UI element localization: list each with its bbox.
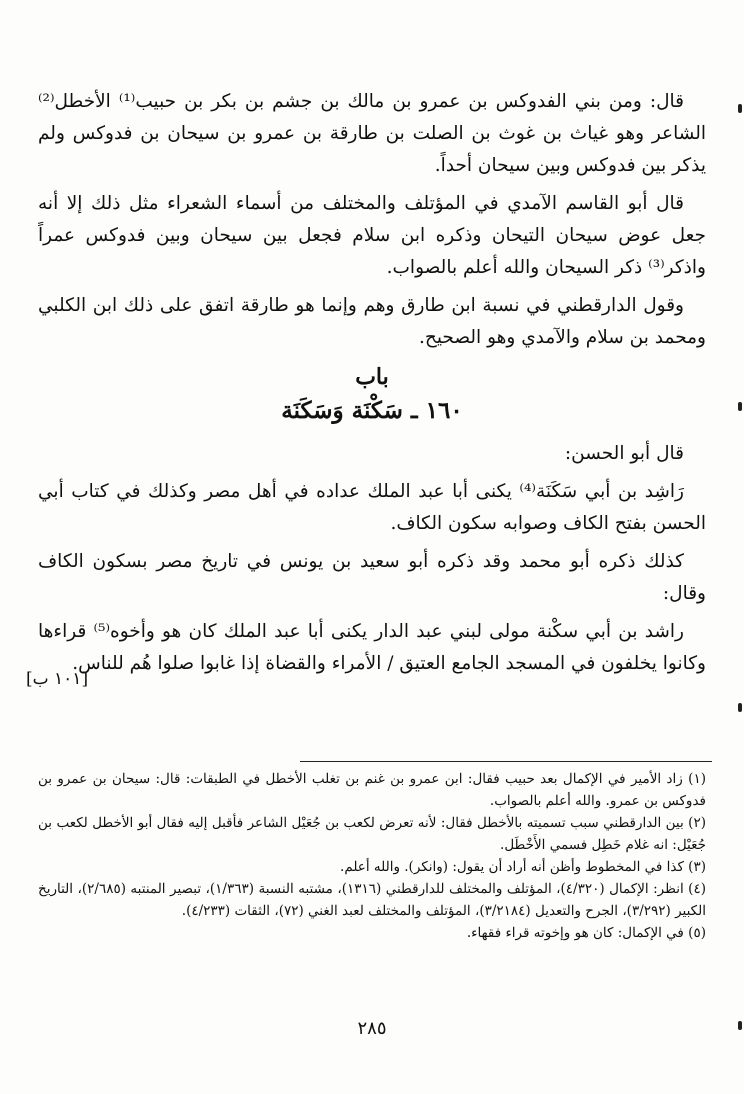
paragraph-6: كذلك ذكره أبو محمد وقد ذكره أبو سعيد بن يونس في تاريخ مصر بسكون الكاف وقال: — [38, 551, 706, 604]
paragraph-1: قال: ومن بني الفدوكس بن عمرو بن مالك بن جشم بن بكر بن حبيب⁽¹⁾ الأخطل⁽²⁾ الشاعر وهو غياث بن غوث بن الصلت بن طارقة بن عمرو بن سيحان بن فدوكس ولم يذكر بين فدوكس وبين سيحان أحداً. — [38, 91, 706, 176]
footnote-5: (٥) في الإكمال: كان هو وإخوته قراء فقهاء. — [466, 925, 706, 941]
chapter-label: باب — [355, 364, 389, 390]
paragraph-7: راشد بن أبي سكْنة مولى لبني عبد الدار يكنى أبا عبد الملك كان هو وأخوه⁽⁵⁾ قراءها وكانوا يخلفون في المسجد الجامع العتيق / الأمراء والقضاة إذا غابوا صلوا هُم للناس. — [38, 621, 706, 674]
edge-mark — [738, 104, 742, 113]
edge-mark — [738, 1021, 742, 1030]
paragraph-4: قال أبو الحسن: — [564, 443, 684, 464]
chapter-title: ١٦٠ ـ سَكْنَة وَسَكَنَة — [281, 397, 463, 424]
footnote-divider — [300, 761, 712, 762]
main-text — [38, 86, 706, 686]
footnote-4: (٤) انظر: الإكمال (٤/٣٢٠)، المؤتلف والمختلف للدارقطني (١٣١٦)، مشتبه النسبة (١/٣٦٣)، تبصير المنتبه (٢/٦٨٥)، التاريخ الكبير (٣/٢٩٢)، الجرح والتعديل (٣/٢١٨٤)، المؤتلف والمختلف لعبد الغني (٧٢)، الثقات (٤/٢٣٣). — [38, 881, 706, 919]
margin-folio-reference: [١٠١ ب] — [26, 669, 89, 689]
paragraph-5: رَاشِد بن أبي سَكَنَة⁽⁴⁾ يكنى أبا عبد الملك عداده في أهل مصر وكذلك في كتاب أبي الحسن بفتح الكاف وصوابه سكون الكاف. — [38, 481, 706, 534]
page-number: ٢٨٥ — [357, 1018, 387, 1039]
paragraph-3: وقول الدارقطني في نسبة ابن طارق وهم وإنما هو طارقة اتفق على ذلك ابن الكلبي ومحمد بن سلام والآمدي وهو الصحيح. — [38, 295, 706, 348]
footnotes — [38, 768, 706, 944]
footnote-3: (٣) كذا في المخطوط وأظن أنه أراد أن يقول: (وانكر). والله أعلم. — [340, 859, 706, 875]
edge-mark — [738, 703, 742, 712]
paragraph-2: قال أبو القاسم الآمدي في المؤتلف والمختلف من أسماء الشعراء مثل ذلك إلا أنه جعل عوض سيحان التيحان وذكره ابن سلام فجعل بين سيحان وبين فدوكس عمراً واذكر⁽³⁾ ذكر السيحان والله أعلم بالصواب. — [38, 193, 706, 278]
footnote-2: (٢) بين الدارقطني سبب تسميته بالأخطل فقال: لأنه تعرض لكعب بن جُعَيْل الشاعر فأقبل إليه فقال أبو الأخطل لكعب بن جُعَيْل: انه غلام خَطِل فسمي الأَخْطَل. — [38, 815, 706, 853]
edge-mark — [738, 402, 742, 411]
footnote-1: (١) زاد الأمير في الإكمال بعد حبيب فقال: ابن عمرو بن غنم بن تغلب الأخطل في الطبقات: قال: سيحان بن عمرو بن فدوكس بن عمرو. والله أعلم بالصواب. — [38, 771, 706, 809]
